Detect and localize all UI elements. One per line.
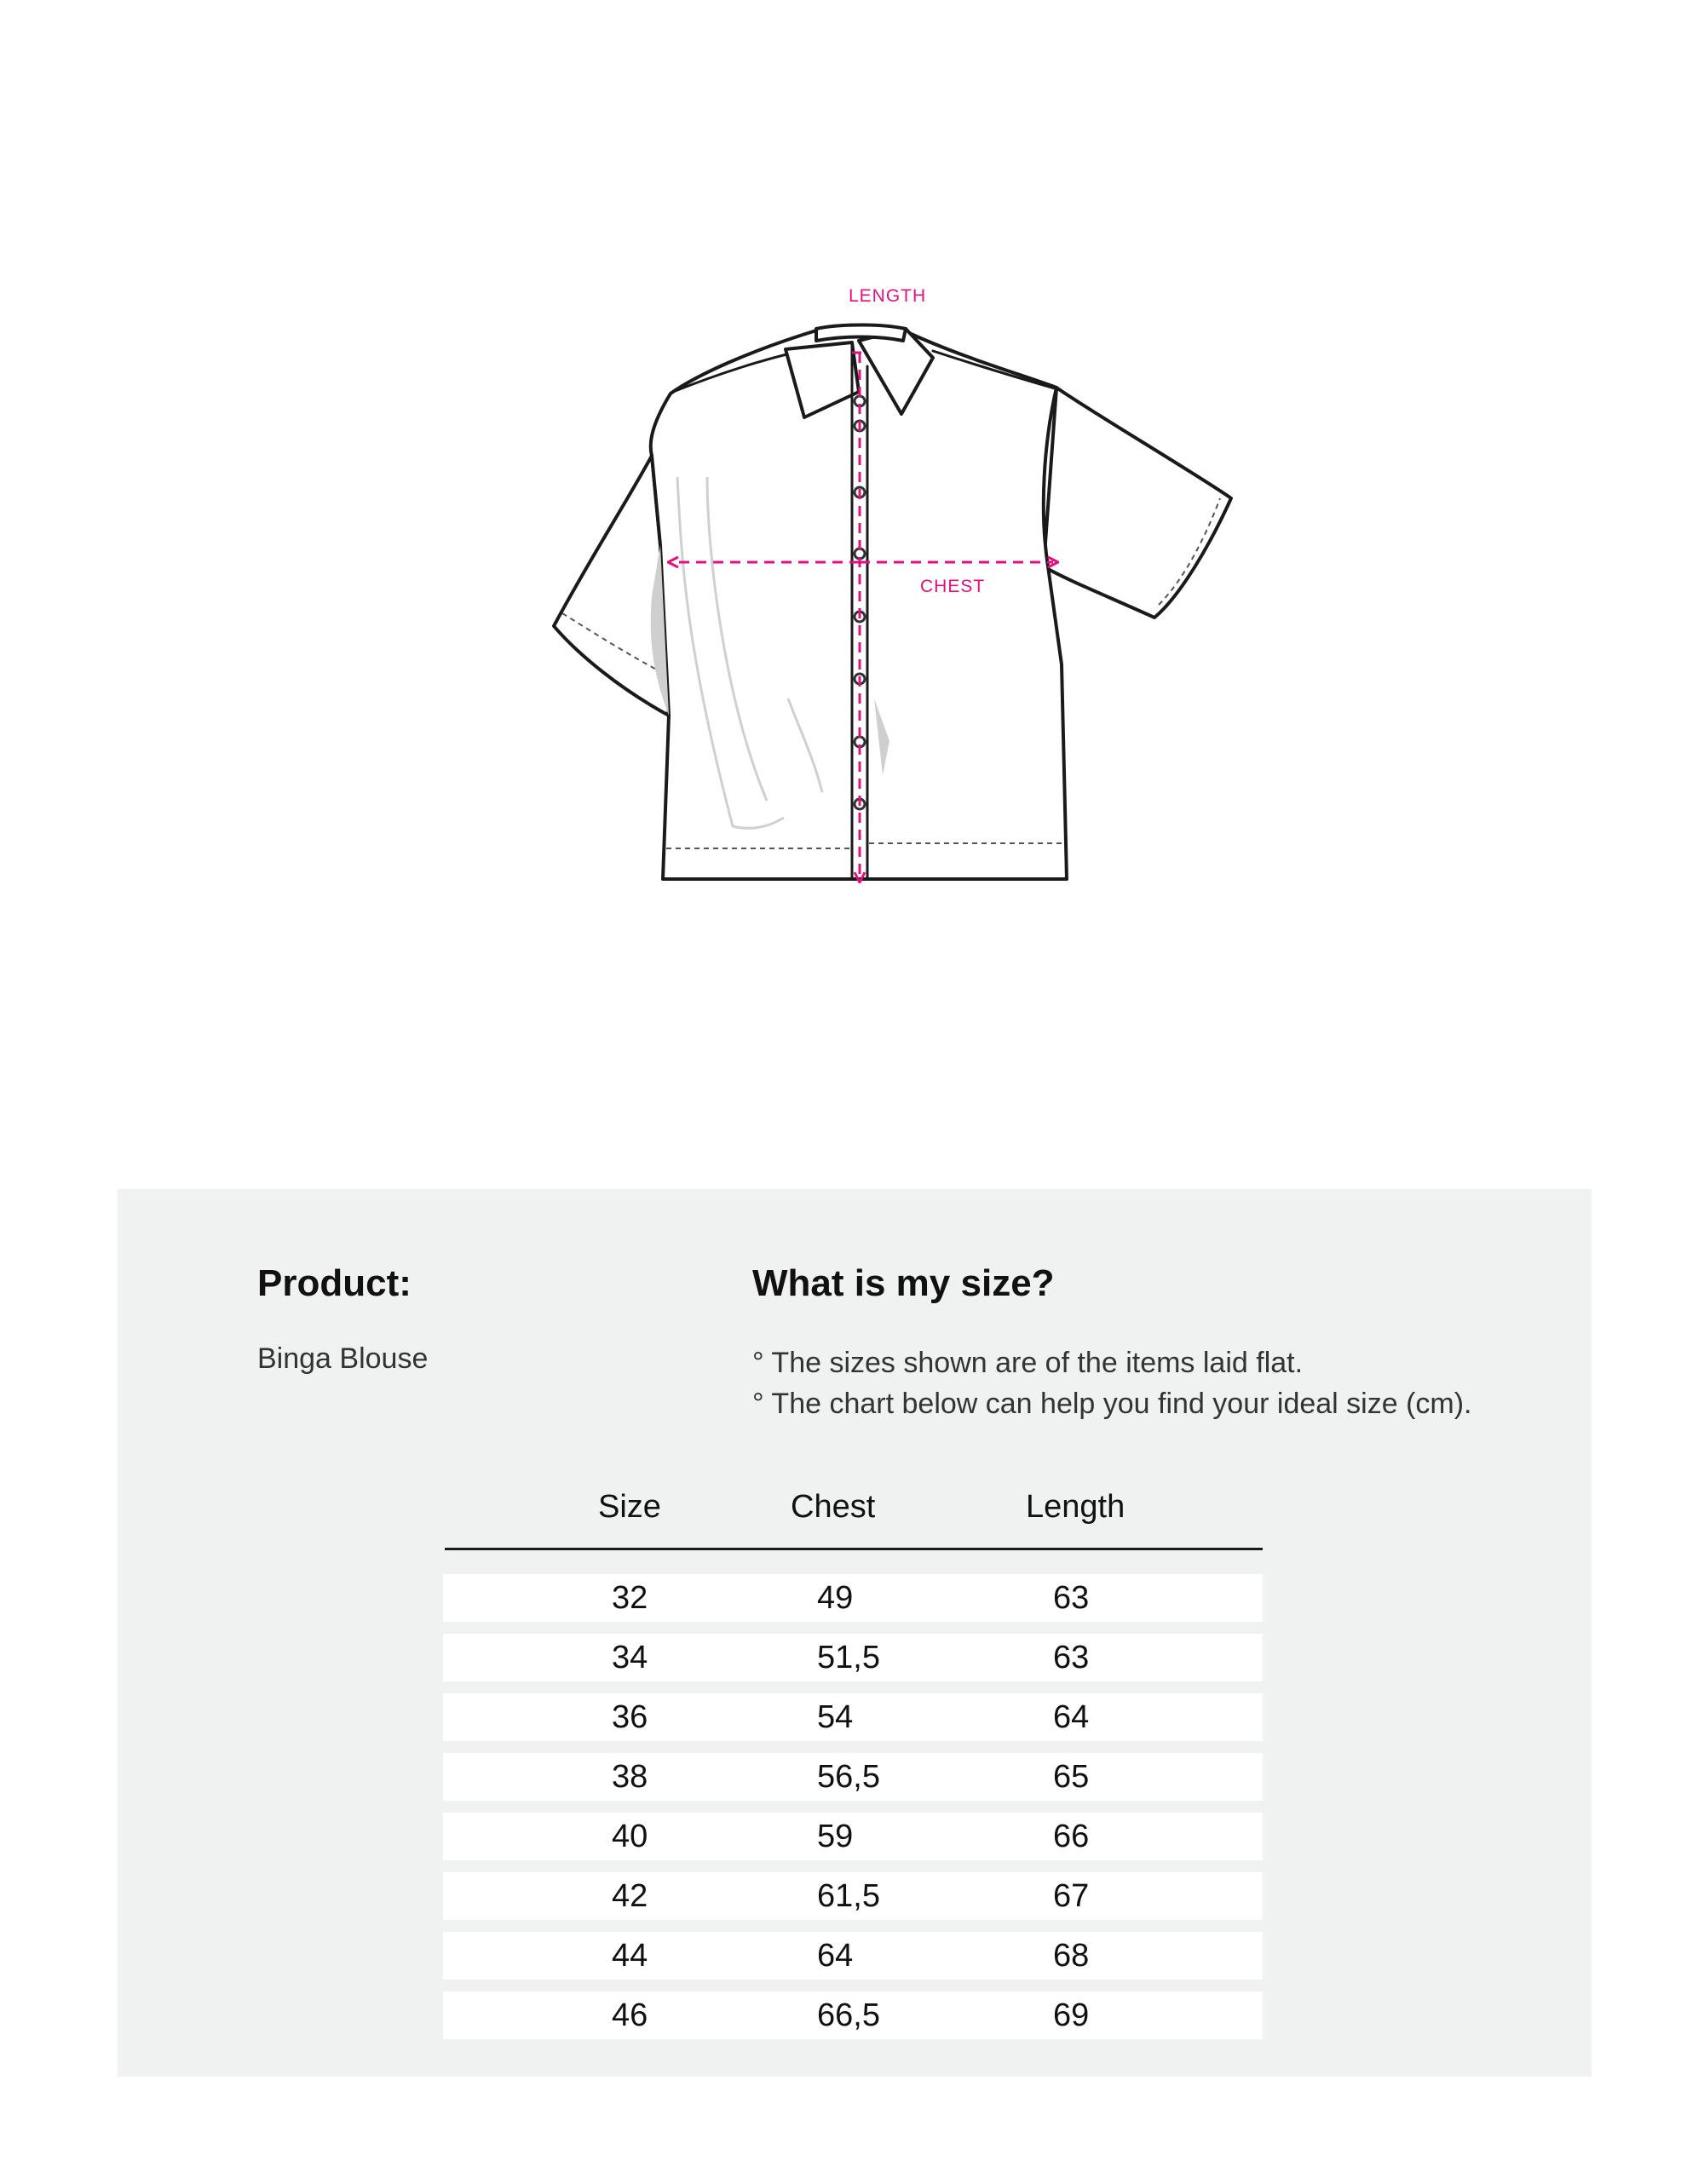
size-notes: [752, 1342, 1472, 1424]
size-cell: 38: [612, 1759, 648, 1795]
length-cell: 69: [1053, 1997, 1090, 2033]
size-cell: 44: [612, 1938, 648, 1974]
length-cell: 66: [1053, 1819, 1090, 1854]
product-name: Binga Blouse: [257, 1342, 429, 1375]
size-note: ° The chart below can help you find your ideal size (cm).: [752, 1388, 1472, 1420]
size-table-body: [443, 1574, 1263, 2051]
size-cell: 40: [612, 1819, 648, 1854]
length-cell: 63: [1053, 1640, 1090, 1675]
table-row: [443, 1693, 1263, 1741]
chest-cell: 51,5: [817, 1640, 880, 1675]
table-row: [443, 1753, 1263, 1801]
length-cell: 68: [1053, 1938, 1090, 1974]
length-label: LENGTH: [849, 286, 927, 306]
size-cell: 34: [612, 1640, 648, 1675]
header-divider: [445, 1548, 1263, 1550]
shirt-illustration: [0, 0, 1704, 954]
shirt-measurement-diagram: [0, 0, 1704, 954]
size-cell: 32: [612, 1580, 648, 1616]
length-cell: 67: [1053, 1878, 1090, 1914]
table-row: [443, 1932, 1263, 1980]
chest-cell: 66,5: [817, 1997, 880, 2033]
column-header-chest: Chest: [791, 1489, 876, 1525]
chest-label: CHEST: [920, 577, 986, 596]
size-cell: 46: [612, 1997, 648, 2033]
size-help-heading: What is my size?: [752, 1262, 1055, 1304]
chest-cell: 61,5: [817, 1878, 880, 1914]
table-row: [443, 1872, 1263, 1920]
size-note: ° The sizes shown are of the items laid flat.: [752, 1347, 1304, 1379]
table-row: [443, 1634, 1263, 1681]
chest-cell: 56,5: [817, 1759, 880, 1795]
table-row: [443, 1813, 1263, 1860]
table-row: [443, 1574, 1263, 1622]
product-heading: Product:: [257, 1262, 412, 1304]
chest-cell: 59: [817, 1819, 854, 1854]
length-cell: 64: [1053, 1699, 1090, 1735]
column-header-length: Length: [1026, 1489, 1125, 1525]
length-cell: 63: [1053, 1580, 1090, 1616]
column-header-size: Size: [598, 1489, 661, 1525]
length-cell: 65: [1053, 1759, 1090, 1795]
size-cell: 42: [612, 1878, 648, 1914]
size-chart-panel: [118, 1189, 1592, 2077]
chest-cell: 64: [817, 1938, 854, 1974]
chest-cell: 54: [817, 1699, 854, 1735]
chest-cell: 49: [817, 1580, 854, 1616]
table-header: [445, 1489, 1263, 1538]
table-row: [443, 1991, 1263, 2039]
size-cell: 36: [612, 1699, 648, 1735]
